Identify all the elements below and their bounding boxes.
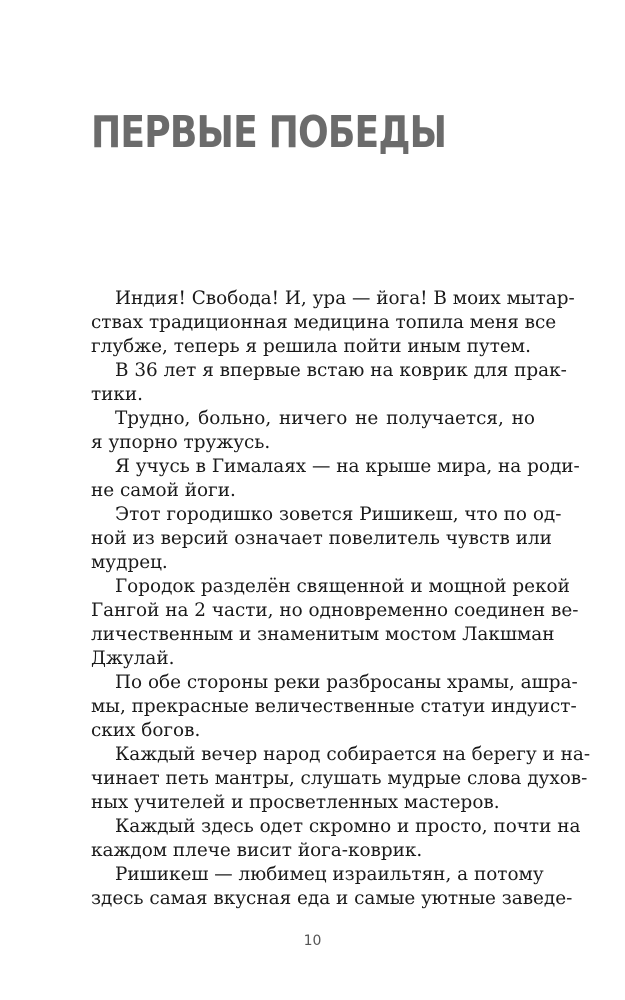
chapter-title: ПЕРВЫЕ ПОБЕДЫ (91, 107, 447, 158)
text-line: не самой йоги. (91, 480, 236, 501)
paragraph (91, 863, 573, 911)
text-line: ских богов. (91, 720, 201, 741)
text-line: тики. (91, 384, 144, 405)
text-line: здесь самая вкусная еда и самые уютные заведе- (91, 888, 573, 909)
body-text (91, 287, 591, 911)
text-line: В 36 лет я впервые встаю на коврик для прак- (115, 360, 567, 381)
paragraph (91, 359, 567, 407)
paragraph (91, 575, 579, 671)
paragraph (91, 455, 580, 503)
paragraph (91, 815, 581, 863)
page-number: 10 (303, 933, 322, 949)
text-line: Гангой на 2 части, но одновременно соединен ве- (91, 600, 579, 621)
text-line: Каждый вечер народ собирается на берегу и на- (115, 744, 591, 765)
text-line: Ришикеш — любимец израильтян, а потому (115, 864, 544, 885)
text-line: Трудно, больно, ничего не получается, но (115, 408, 535, 429)
text-line: По обе стороны реки разбросаны храмы, ашра- (115, 672, 578, 693)
paragraph (91, 671, 578, 743)
text-line: ной из версий означает повелитель чувств или (91, 528, 552, 549)
text-line: ных учителей и просветленных мастеров. (91, 792, 500, 813)
paragraph (91, 743, 591, 815)
text-line: каждом плече висит йога-коврик. (91, 840, 423, 861)
text-line: чинает петь мантры, слушать мудрые слова духов- (91, 768, 588, 789)
text-line: Этот городишко зовется Ришикеш, что по од- (115, 504, 562, 525)
text-line: мудрец. (91, 552, 168, 573)
text-line: Индия! Свобода! И, ура — йога! В моих мытар- (115, 288, 575, 309)
text-line: ствах традиционная медицина топила меня все (91, 312, 557, 333)
text-line: личественным и знаменитым мостом Лакшман (91, 624, 555, 645)
text-line: Я учусь в Гималаях — на крыше мира, на роди- (115, 456, 580, 477)
paragraph (91, 407, 535, 455)
text-line: Джулай. (91, 648, 175, 669)
paragraph (91, 287, 575, 359)
text-line: я упорно тружусь. (91, 432, 271, 453)
text-line: Каждый здесь одет скромно и просто, почти на (115, 816, 581, 837)
text-line: Городок разделён священной и мощной рекой (115, 576, 570, 597)
text-line: глубже, теперь я решила пойти иным путем. (91, 336, 531, 357)
text-line: мы, прекрасные величественные статуи индуист- (91, 696, 577, 717)
paragraph (91, 503, 562, 575)
